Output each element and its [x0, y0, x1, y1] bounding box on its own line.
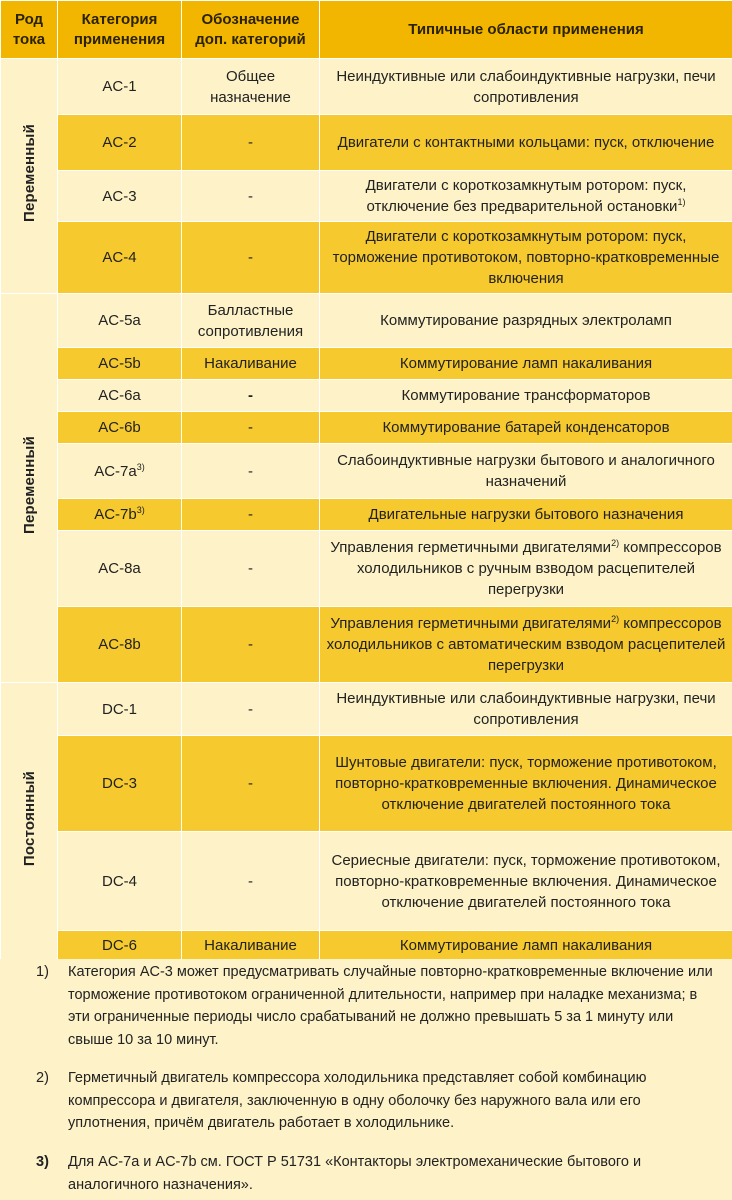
cell-category	[58, 444, 182, 499]
cell-category: AC-3	[58, 171, 182, 222]
cell-category: AC-2	[58, 115, 182, 171]
cell-area: Коммутирование батарей конденсаторов	[320, 412, 732, 444]
cell-category: AC-1	[58, 59, 182, 115]
header-designation: Обозначение доп. категорий	[182, 1, 320, 59]
header-areas: Типичные области применения	[320, 1, 732, 59]
cell-area: Двигательные нагрузки бытового назначения	[320, 499, 732, 531]
cell-area: Коммутирование трансформаторов	[320, 380, 732, 412]
footnote-number: 2)	[36, 1070, 49, 1086]
cell-area: Коммутирование разрядных электроламп	[320, 294, 732, 348]
table-row	[1, 683, 732, 736]
group-dc	[1, 683, 58, 961]
cell-designation: Балластные сопротивления	[182, 294, 320, 348]
cell-category: AC-6a	[58, 380, 182, 412]
table-row	[1, 607, 732, 683]
area-text-cont: компрессоров холодильников с автоматическим взводом расцепителей перегрузки	[326, 615, 726, 674]
footnote-number: 3)	[36, 1154, 49, 1170]
cell-category: DC-1	[58, 683, 182, 736]
cell-category: AC-8b	[58, 607, 182, 683]
area-text: Управления герметичными двигателями	[330, 539, 612, 556]
cell-designation: -	[182, 171, 320, 222]
table-row	[1, 380, 732, 412]
group-label: Переменный	[20, 435, 38, 535]
cell-area: Коммутирование ламп накаливания	[320, 348, 732, 380]
area-text: Двигатели с короткозамкнутым ротором: пуск, отключение без предварительной остановки	[365, 177, 687, 215]
cell-category: AC-8a	[58, 531, 182, 607]
table-row	[1, 222, 732, 294]
cell-designation: Общее назначение	[182, 59, 320, 115]
footnote-text: Герметичный двигатель компрессора холодильника представляет собой комбинацию компрессора и двигателя, заключенную в одну оболочку без наружного вала или его уплотнения, причём двигатель работает в холодильнике.	[68, 1070, 647, 1131]
cell-area: Сериесные двигатели: пуск, торможение противотоком, повторно-кратковременные включения. Динамическое отключение двигателей постоянного тока	[320, 832, 732, 931]
cell-area: Неиндуктивные или слабоиндуктивные нагрузки, печи сопротивления	[320, 59, 732, 115]
cell-designation: -	[182, 832, 320, 931]
table-row	[1, 444, 732, 499]
cell-area	[320, 171, 732, 222]
cell-designation: -	[182, 736, 320, 832]
footnote-ref: 2)	[611, 538, 620, 548]
cell-area: Неиндуктивные или слабоиндуктивные нагрузки, печи сопротивления	[320, 683, 732, 736]
cell-designation: -	[182, 683, 320, 736]
footnote-ref: 2)	[611, 614, 620, 624]
cell-category: AC-5b	[58, 348, 182, 380]
cell-category: DC-4	[58, 832, 182, 931]
group-ac-2	[1, 294, 58, 683]
footnotes	[0, 959, 732, 1200]
header-category: Категория применения	[58, 1, 182, 59]
cell-area: Шунтовые двигатели: пуск, торможение противотоком, повторно-кратковременные включения. Динамическое отключение двигателей постоянного тока	[320, 736, 732, 832]
cell-area	[320, 607, 732, 683]
cell-designation: -	[182, 412, 320, 444]
table-row	[1, 412, 732, 444]
footnote-number: 1)	[36, 964, 49, 980]
header-rod: Род тока	[1, 1, 58, 59]
table-row	[1, 294, 732, 348]
cell-area: Слабоиндуктивные нагрузки бытового и аналогичного назначений	[320, 444, 732, 499]
cell-category: DC-3	[58, 736, 182, 832]
table-row	[1, 59, 732, 115]
category-text: AC-7a	[94, 462, 137, 480]
group-label: Постоянный	[20, 770, 38, 867]
table-row	[1, 931, 732, 961]
footnote-text: Для AC-7a и AC-7b см. ГОСТ Р 51731 «Контакторы электромеханические бытового и аналогичного назначения».	[68, 1154, 642, 1193]
table-row	[1, 115, 732, 171]
area-text: Управления герметичными двигателями	[330, 615, 612, 632]
cell-area	[320, 531, 732, 607]
cell-designation: -	[182, 499, 320, 531]
table-row	[1, 736, 732, 832]
table-row	[1, 832, 732, 931]
table-header-row	[1, 1, 732, 59]
cell-designation: -	[182, 222, 320, 294]
table-row	[1, 499, 732, 531]
group-ac-1	[1, 59, 58, 294]
cell-category	[58, 499, 182, 531]
table-row	[1, 348, 732, 380]
cell-designation: Накаливание	[182, 348, 320, 380]
table-row	[1, 531, 732, 607]
cell-designation: Накаливание	[182, 931, 320, 961]
footnote-ref: 1)	[677, 197, 686, 207]
table-row	[1, 171, 732, 222]
cell-area: Двигатели с контактными кольцами: пуск, отключение	[320, 115, 732, 171]
cell-designation: -	[182, 380, 320, 412]
footnote-ref: 3)	[136, 505, 145, 515]
cell-designation: -	[182, 607, 320, 683]
cell-designation: -	[182, 444, 320, 499]
footnote-text: Категория AC-3 может предусматривать случайные повторно-кратковременные включение или торможение противотоком ограниченной длительности, например при наладке механизма; в эти ограниченные периоды число срабатываний не должно превышать 5 за 1 минуту или свыше 10 за 10 минут.	[68, 964, 713, 1048]
cell-category: DC-6	[58, 931, 182, 961]
cell-category: AC-6b	[58, 412, 182, 444]
cell-designation: -	[182, 115, 320, 171]
cell-area: Коммутирование ламп накаливания	[320, 931, 732, 961]
cell-area: Двигатели с короткозамкнутым ротором: пуск, торможение противотоком, повторно-кратковременные включения	[320, 222, 732, 294]
cell-category: AC-5a	[58, 294, 182, 348]
group-label: Переменный	[20, 123, 38, 223]
cell-category: AC-4	[58, 222, 182, 294]
area-text-cont: компрессоров холодильников с ручным взводом расцепителей перегрузки	[356, 539, 722, 598]
category-text: AC-7b	[94, 506, 137, 523]
footnote-ref: 3)	[136, 461, 145, 472]
cell-designation: -	[182, 531, 320, 607]
